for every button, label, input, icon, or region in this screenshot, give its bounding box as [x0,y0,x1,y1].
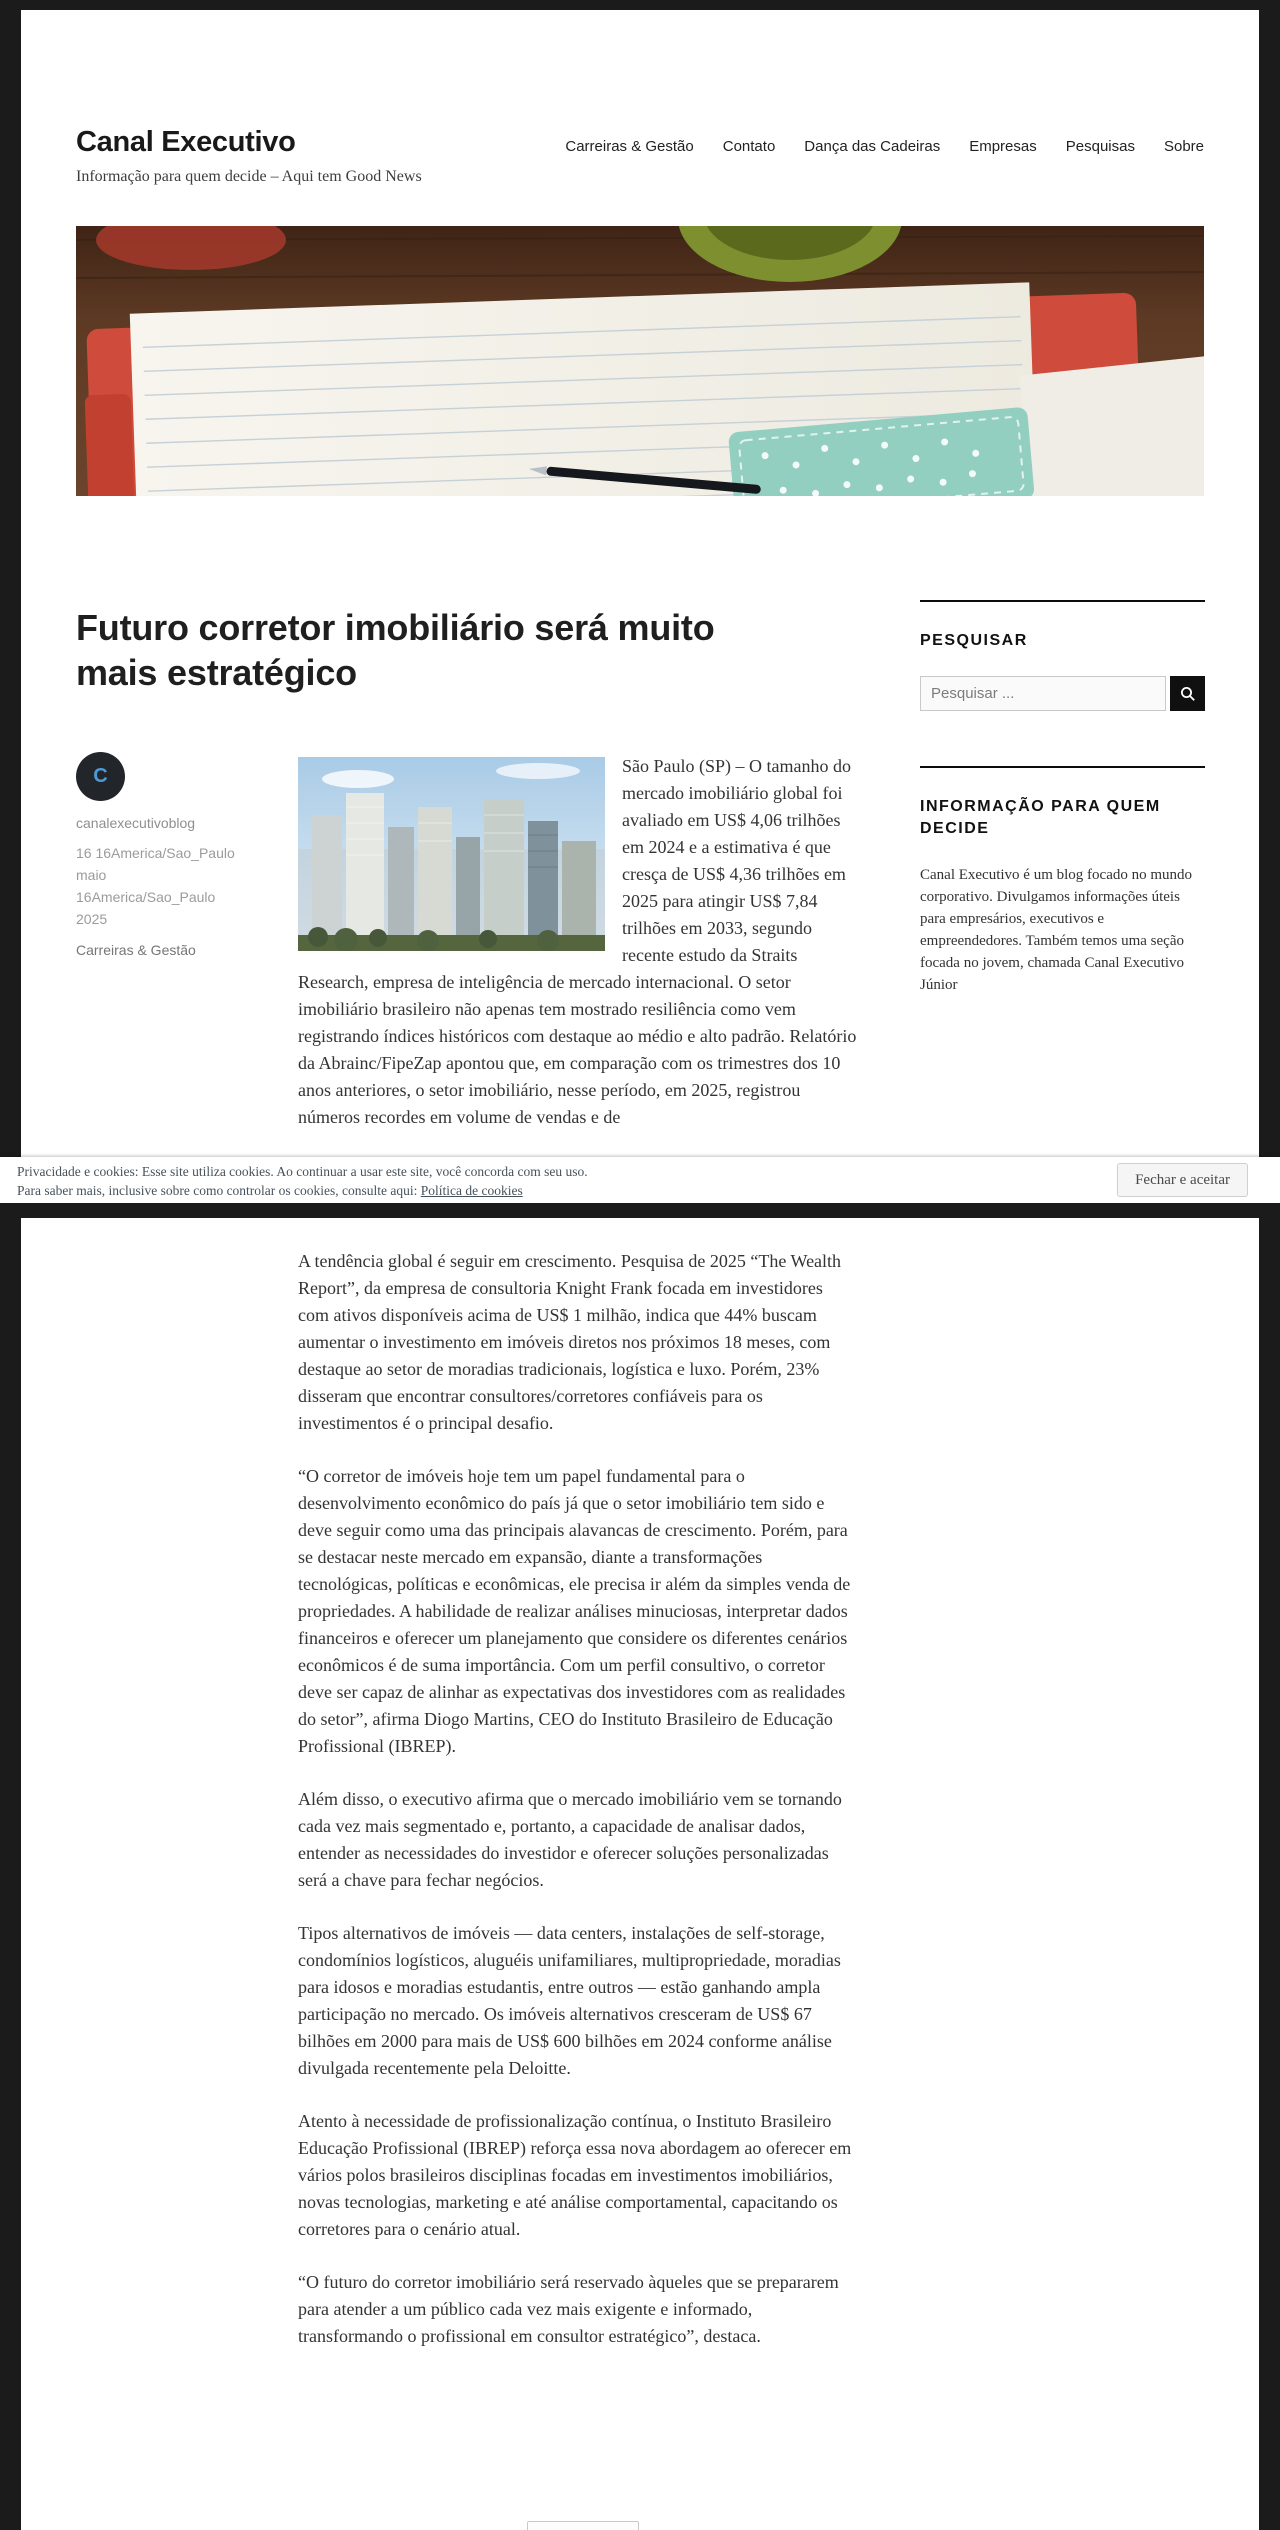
paragraph-text: São Paulo (SP) – O tamanho do mercado imobiliário global foi avaliado em US$ 4,06 trilhões em 2024 e a estimativa é que cresça de US$ 4,36 trilhões em 2025 para atingir US$ 7,84 trilhões em 2033, segundo recente estudo da Straits Research, empresa de inteligência de mercado internacional. O setor imobiliário brasileiro não apenas tem mostrado resiliência como vem registrando índices históricos com destaque ao médio e alto padrão. Relatório da Abrainc/FipeZap apontou que, em comparação com os trimestres dos 10 anos anteriores, o setor imobiliário, nesse período, em 2025, registrou números recordes em volume de vendas e de [298,756,857,1127]
main-nav [565,138,1204,155]
paragraph [298,753,858,1131]
nav-item-contato[interactable]: Contato [722,138,776,155]
nav-item-danca-das-cadeiras[interactable]: Dança das Cadeiras [804,138,941,155]
paragraph: A tendência global é seguir em crescimento. Pesquisa de 2025 “The Wealth Report”, da empresa de consultoria Knight Frank focada em investidores com ativos disponíveis acima de US$ 1 milhão, indica que 44% buscam aumentar o investimento em imóveis diretos nos próximos 18 meses, com destaque ao setor de moradias tradicionais, logística e luxo. Porém, 23% disseram que encontrar consultores/corretores confiáveis para os investimentos é o principal desafio. [298,1251,842,1433]
paragraph: “O futuro do corretor imobiliário será reservado àqueles que se prepararem para atender a um público cada vez mais exigente e informado, transformando o profissional em consultor estratégico”, destaca. [298,2272,839,2346]
site-tagline: Informação para quem decide – Aqui tem Good News [76,168,422,185]
cookie-banner [0,1157,1280,1203]
cookie-accept-button[interactable]: Fechar e aceitar [1117,1163,1248,1197]
about-widget-heading: INFORMAÇÃO PARA QUEM DECIDE [920,798,1161,837]
content-sheet-bottom [21,1218,1259,2530]
content-sheet-top [21,10,1259,1203]
post-date-line: 16America/Sao_Paulo [76,889,216,905]
search-widget [920,600,1205,711]
cookie-text-line2 [17,1181,588,1200]
site-branding [76,126,422,186]
nav-item-carreiras-gestao[interactable]: Carreiras & Gestão [565,138,694,155]
sidebar [920,600,1205,996]
search-submit-button[interactable] [1170,676,1205,711]
partial-embed-box [527,2521,639,2530]
cookie-text-line1: Privacidade e cookies: Esse site utiliza cookies. Ao continuar a usar este site, você concorda com seu uso. [17,1164,588,1179]
search-input[interactable] [920,676,1166,711]
post-date-line: 2025 [76,911,108,927]
hero-image [76,226,1204,496]
nav-item-empresas[interactable]: Empresas [969,138,1037,155]
post-body-top [298,753,858,1157]
avatar-logo-letter: C [93,765,108,787]
post-body-bottom [298,1248,858,2376]
post-title: Futuro corretor imobiliário será muito mais estratégico [76,607,715,693]
nav-item-pesquisas[interactable]: Pesquisas [1065,138,1135,155]
post-category[interactable]: Carreiras & Gestão [76,942,196,958]
article-image-city-skyline [298,757,605,951]
search-icon [1180,686,1196,702]
author-name[interactable]: canalexecutivoblog [76,815,196,831]
post-meta [76,752,281,958]
hero-photo-illustration [76,226,1204,496]
avatar[interactable] [76,752,125,801]
search-widget-heading: PESQUISAR [920,632,1028,649]
cookie-text [17,1162,588,1200]
about-widget-text: Canal Executivo é um blog focado no mundo corporativo. Divulgamos informações úteis para empresários, executivos e empreendedores. Também temos uma seção focada no jovem, chamada Canal Executivo Júnior [920,867,1193,993]
paragraph: “O corretor de imóveis hoje tem um papel fundamental para o desenvolvimento econômico do país já que o setor imobiliário tem sido e deve seguir como uma das principais alavancas de crescimento. Porém, para se destacar neste mercado em expansão, diante a transformações tecnológicas, políticas e econômicas, ele precisa ir além da simples venda de propriedades. A habilidade de realizar análises minuciosas, interpretar dados financeiros e oferecer um planejamento que considere os diferentes cenários econômicos é de suma importância. Com um perfil consultivo, o corretor deve ser capaz de alinhar as expectativas dos investidores com as realidades do setor”, afirma Diogo Martins, CEO do Instituto Brasileiro de Educação Profissional (IBREP). [298,1466,851,1756]
nav-item-sobre[interactable]: Sobre [1163,138,1204,155]
post-date-line: 16 16America/Sao_Paulo [76,845,235,861]
about-widget [920,766,1205,996]
paragraph: Tipos alternativos de imóveis — data centers, instalações de self-storage, condomínios logísticos, aluguéis unifamiliares, multipropriedade, moradias para idosos e moradias estudantis, entre outros — estão ganhando ampla participação no mercado. Os imóveis alternativos cresceram de US$ 67 bilhões em 2000 para mais de US$ 600 bilhões em 2024 conforme análise divulgada recentemente pela Deloitte. [298,1923,841,2078]
site-title[interactable]: Canal Executivo [76,126,296,158]
paragraph: Além disso, o executivo afirma que o mercado imobiliário vem se tornando cada vez mais segmentado e, portanto, a capacidade de analisar dados, entender as necessidades do investidor e oferecer soluções personalizadas será a chave para fechar negócios. [298,1789,842,1890]
cookie-text-line2-prefix: Para saber mais, inclusive sobre como controlar os cookies, consulte aqui: [17,1183,421,1198]
paragraph: Atento à necessidade de profissionalização contínua, o Instituto Brasileiro Educação Profissional (IBREP) reforça essa nova abordagem ao oferecer em vários polos brasileiros disciplinas focadas em investimentos imobiliários, novas tecnologias, marketing e até análise comportamental, capacitando os corretores para o cenário atual. [298,2111,852,2239]
post-date [76,842,281,930]
post-date-line: maio [76,867,107,883]
cookie-policy-link[interactable]: Política de cookies [420,1183,523,1198]
